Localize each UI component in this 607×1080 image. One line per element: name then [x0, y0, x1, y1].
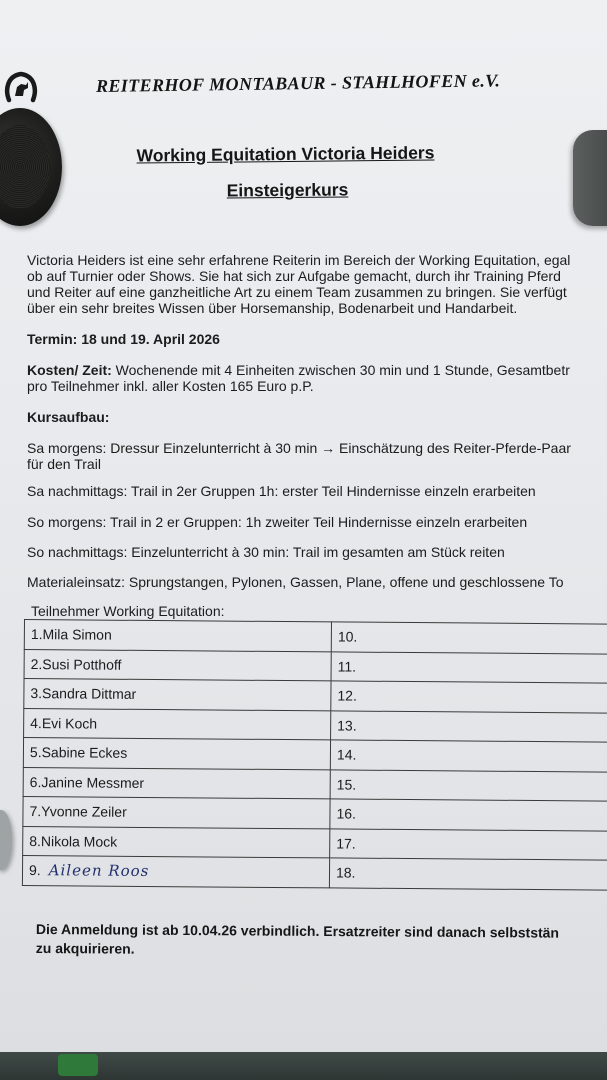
magnet-icon [573, 130, 607, 226]
registration-note-line: zu akquirieren. [35, 939, 135, 957]
kosten-line-2: pro Teilnehmer inkl. aller Kosten 165 Euro p.P. [27, 378, 314, 394]
table-row [24, 649, 607, 683]
registration-note [36, 920, 607, 962]
kosten-line [27, 362, 607, 378]
registration-note-line: Die Anmeldung ist ab 10.04.26 verbindlich. Ersatzreiter sind danach selbststän [35, 921, 560, 941]
participant-cell: 3.Sandra Dittmar [24, 679, 331, 711]
participant-cell: 1.Mila Simon [24, 620, 331, 652]
participant-cell: 18. [329, 858, 607, 890]
pen-icon [58, 1054, 98, 1076]
intro-line: und Reiter auf eine ganzheitliche Art zu einem Team zusammen zu bringen. Sie verfügt [27, 284, 567, 300]
schedule-line: Sa morgens: Dressur Einzelunterricht à 30 min → Einschätzung des Reiter-Pferde-Paar [27, 440, 571, 456]
kosten-text: Wochenende mit 4 Einheiten zwischen 30 min und 1 Stunde, Gesamtbetr [115, 362, 570, 378]
participant-cell: 11. [331, 651, 607, 683]
intro-line: ob auf Turnier oder Shows. Sie hat sich zur Aufgabe gemacht, durch ihr Training Pferd [27, 268, 561, 284]
participant-cell: 6.Janine Messmer [23, 767, 330, 799]
participant-cell: 8.Nikola Mock [23, 826, 330, 858]
schedule-line: für den Trail [27, 456, 101, 472]
table-row [23, 738, 607, 772]
table-row [24, 620, 607, 654]
participant-cell: 5.Sabine Eckes [23, 738, 330, 770]
participant-cell: 13. [331, 710, 607, 742]
participant-cell: 15. [330, 769, 607, 801]
schedule-line: So nachmittags: Einzelunterricht à 30 min: Trail im gesamten am Stück reiten [27, 544, 505, 560]
participant-cell: 17. [330, 828, 607, 860]
course-title: Working Equitation Victoria Heiders [136, 142, 435, 166]
intro-line: über ein sehr breites Wissen über Horsemanship, Bodenarbeit und Handarbeit. [27, 300, 518, 316]
participant-cell: 14. [330, 740, 607, 772]
participant-cell: 12. [331, 681, 607, 713]
schedule-line: So morgens: Trail in 2 er Gruppen: 1h zweiter Teil Hindernisse einzeln erarbeiten [27, 514, 528, 530]
table-row [22, 855, 607, 889]
participant-cell: 10. [331, 622, 607, 654]
participant-cell: 16. [330, 799, 607, 831]
kursaufbau-heading: Kursaufbau: [27, 409, 110, 425]
club-name: REITERHOF MONTABAUR - STAHLHOFEN e.V. [95, 70, 501, 96]
table-row [23, 826, 607, 860]
kosten-label: Kosten/ Zeit: [27, 362, 112, 378]
intro-line: Victoria Heiders ist eine sehr erfahrene Reiterin im Bereich der Working Equitation, egal [27, 252, 571, 268]
participant-cell: 4.Evi Koch [24, 708, 331, 740]
participant-cell: 7.Yvonne Zeiler [23, 796, 330, 828]
handwritten-name: Aileen Roos [48, 861, 150, 881]
participant-cell [22, 855, 329, 887]
table-row [23, 767, 607, 801]
termin-line: Termin: 18 und 19. April 2026 [27, 331, 220, 347]
participants-heading: Teilnehmer Working Equitation: [31, 603, 225, 619]
participant-cell: 2.Susi Potthoff [24, 649, 331, 681]
table-row [24, 679, 607, 713]
course-subtitle: Einsteigerkurs [226, 179, 349, 201]
table-row [23, 796, 607, 830]
horseshoe-horse-logo-icon [4, 70, 38, 106]
participant-number: 9. [28, 862, 41, 879]
participants-table [22, 619, 607, 890]
schedule-line: Materialeinsatz: Sprungstangen, Pylonen, Gassen, Plane, offene und geschlossene To [27, 574, 564, 590]
schedule-line: Sa nachmittags: Trail in 2er Gruppen 1h: erster Teil Hindernisse einzeln erarbeiten [27, 483, 536, 499]
table-row [24, 708, 607, 742]
